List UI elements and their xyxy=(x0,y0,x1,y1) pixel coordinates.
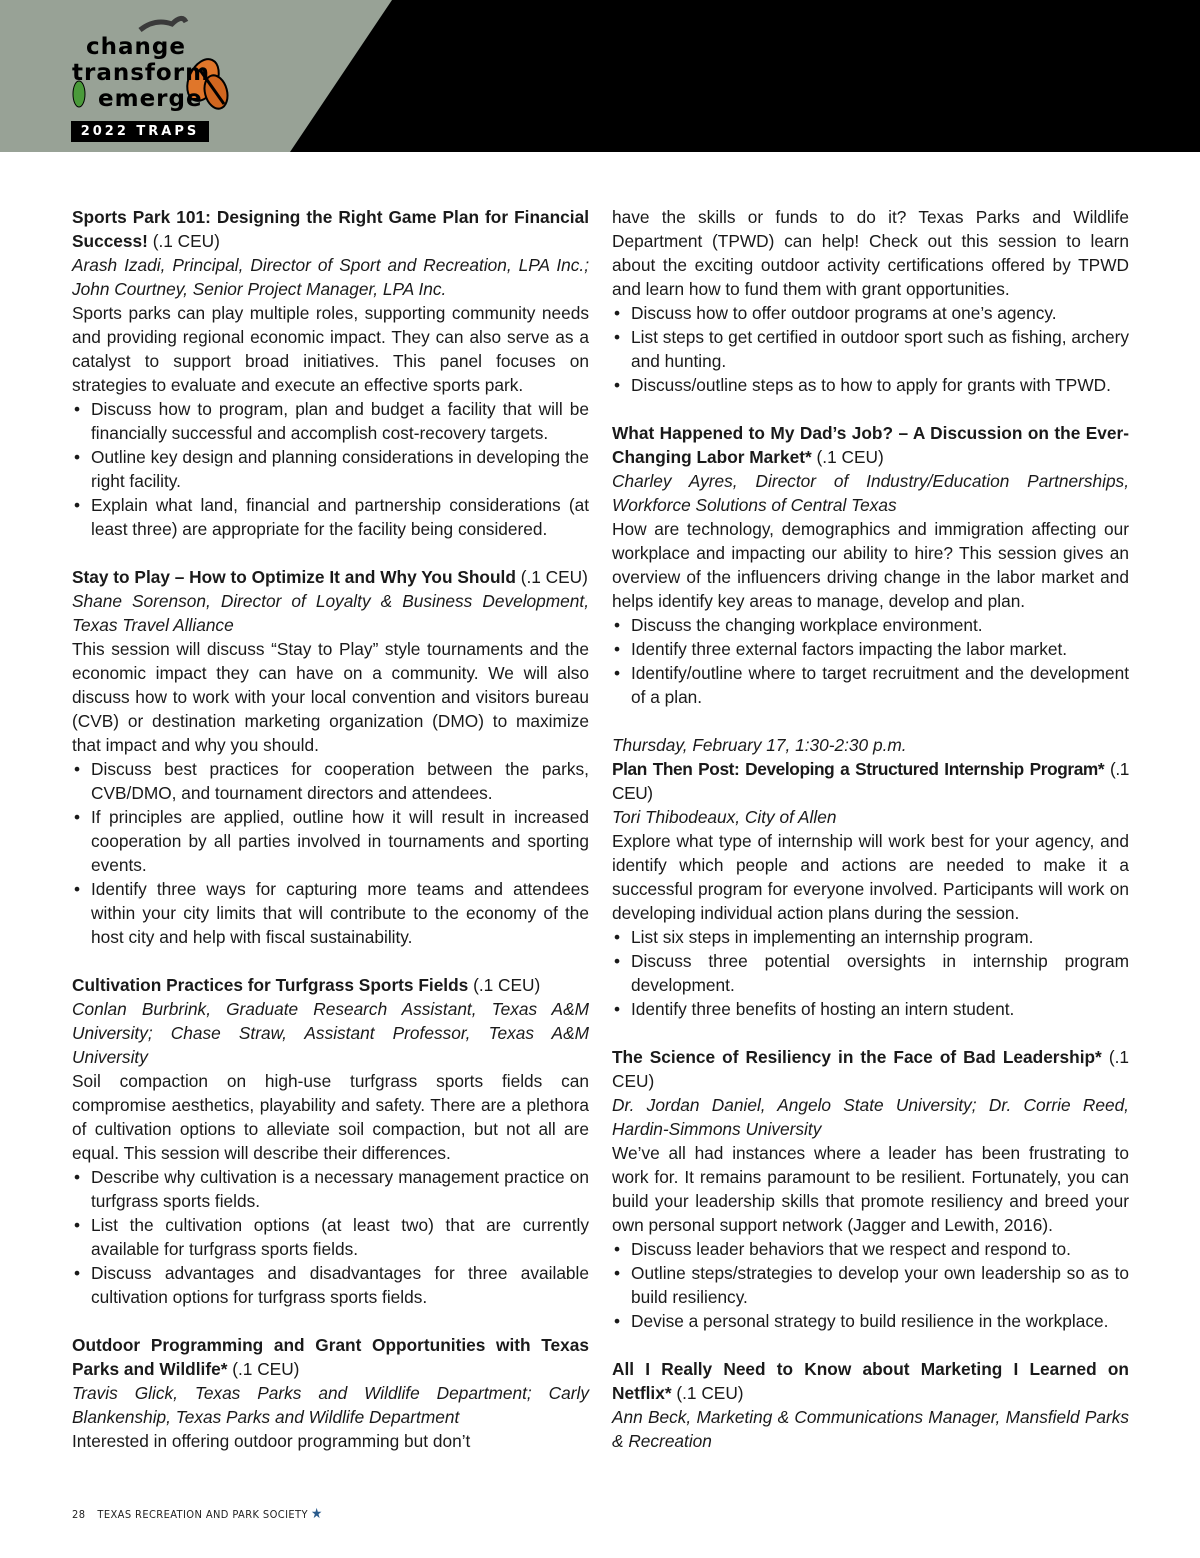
objective-item: • If principles are applied, outline how it will result in increased cooperation by all parties involved in tournaments and sporting events. xyxy=(72,805,589,877)
objectives-list xyxy=(72,757,589,949)
ceu-label: (.1 CEU) xyxy=(612,759,1130,803)
objective-item: • Outline steps/strategies to develop your own leadership so as to build resiliency. xyxy=(612,1261,1129,1309)
objective-item: • Discuss/outline steps as to how to apply for grants with TPWD. xyxy=(612,373,1129,397)
logo-emerge: emerge xyxy=(98,86,203,112)
objective-item: • Explain what land, financial and partnership considerations (at least three) are appropriate for the facility being considered. xyxy=(72,493,589,541)
objective-item: • Discuss how to offer outdoor programs at one’s agency. xyxy=(612,301,1129,325)
objective-item: • List the cultivation options (at least two) that are currently available for turfgrass sports fields. xyxy=(72,1213,589,1261)
objectives-list xyxy=(612,613,1129,709)
ceu-label: (.1 CEU) xyxy=(227,1359,300,1379)
session-internship xyxy=(612,733,1129,1021)
left-column xyxy=(72,205,589,1477)
session-resiliency xyxy=(612,1045,1129,1333)
publication-name: TEXAS RECREATION AND PARK SOCIETY xyxy=(97,1508,308,1521)
session-netflix-marketing xyxy=(612,1357,1129,1453)
session-speakers: Travis Glick, Texas Parks and Wildlife Department; Carly Blankenship, Texas Parks and Wildlife Department xyxy=(72,1383,589,1427)
objective-item: • Discuss leader behaviors that we respect and respond to. xyxy=(612,1237,1129,1261)
objective-item: • Outline key design and planning considerations in developing the right facility. xyxy=(72,445,589,493)
session-speakers: Charley Ayres, Director of Industry/Education Partnerships, Workforce Solutions of Central Texas xyxy=(612,471,1129,515)
traps-badge: 2022 TRAPS xyxy=(71,121,209,142)
ceu-label: (.1 CEU) xyxy=(612,1047,1129,1091)
logo-change: change xyxy=(86,34,186,60)
session-description: We’ve all had instances where a leader has been frustrating to work for. It remains paramount to be resilient. Fortunately, you can build your leadership skills that promote resiliency and breed your own personal support network (Jagger and Lewith, 2016). xyxy=(612,1143,1129,1235)
objective-item: • Discuss advantages and disadvantages for three available cultivation options for turfgrass sports fields. xyxy=(72,1261,589,1309)
session-title: All I Really Need to Know about Marketing I Learned on Netflix* (.1 CEU) xyxy=(612,1359,1129,1403)
objective-item: • List steps to get certified in outdoor sport such as fishing, archery and hunting. xyxy=(612,325,1129,373)
objective-item: • Discuss best practices for cooperation between the parks, CVB/DMO, and tournament directors and attendees. xyxy=(72,757,589,805)
session-date: Thursday, February 17, 1:30-2:30 p.m. xyxy=(612,735,907,755)
session-title: What Happened to My Dad’s Job? – A Discussion on the Ever-Changing Labor Market* (.1 CEU) xyxy=(612,423,1129,467)
session-title: Stay to Play – How to Optimize It and Why You Should (.1 CEU) xyxy=(72,567,588,587)
page-footer xyxy=(72,1506,323,1522)
objectives-list xyxy=(612,301,1129,397)
objective-item: • Discuss the changing workplace environment. xyxy=(612,613,1129,637)
objective-item: • Discuss how to program, plan and budget a facility that will be financially successful and accomplish cost-recovery targets. xyxy=(72,397,589,445)
session-speakers: Tori Thibodeaux, City of Allen xyxy=(612,807,837,827)
logo-transform: transform xyxy=(72,60,211,86)
session-outdoor-programming-continued xyxy=(612,205,1129,397)
objective-item: • Identify three external factors impacting the labor market. xyxy=(612,637,1129,661)
session-sports-park xyxy=(72,205,589,541)
star-icon: ★ xyxy=(310,1506,323,1522)
session-description: Interested in offering outdoor programming but don’t xyxy=(72,1431,471,1451)
ceu-label: (.1 CEU) xyxy=(468,975,541,995)
session-title: Cultivation Practices for Turfgrass Sports Fields (.1 CEU) xyxy=(72,975,541,995)
session-speakers: Conlan Burbrink, Graduate Research Assistant, Texas A&M University; Chase Straw, Assistant Professor, Texas A&M University xyxy=(72,999,589,1067)
ceu-label: (.1 CEU) xyxy=(515,567,588,587)
session-speakers: Ann Beck, Marketing & Communications Manager, Mansfield Parks & Recreation xyxy=(612,1407,1129,1451)
objectives-list xyxy=(72,397,589,541)
objective-item: • Describe why cultivation is a necessary management practice on turfgrass sports fields. xyxy=(72,1165,589,1213)
session-description: have the skills or funds to do it? Texas Parks and Wildlife Department (TPWD) can help! Check out this session to learn about the exciting outdoor activity certifications offered by TPWD and learn how to fund them with grant opportunities. xyxy=(612,207,1129,299)
session-speakers: Arash Izadi, Principal, Director of Sport and Recreation, LPA Inc.; John Courtney, Senior Project Manager, LPA Inc. xyxy=(72,255,589,299)
session-title: Outdoor Programming and Grant Opportunities with Texas Parks and Wildlife* (.1 CEU) xyxy=(72,1335,589,1379)
right-column xyxy=(612,205,1129,1477)
session-description: This session will discuss “Stay to Play” style tournaments and the economic impact they can have on a community. We will also discuss how to work with your local convention and visitors bureau (CVB) or destination marketing organization (DMO) to maximize that impact and why you should. xyxy=(72,639,589,755)
session-outdoor-programming xyxy=(72,1333,589,1453)
ceu-label: (.1 CEU) xyxy=(671,1383,744,1403)
session-description: Sports parks can play multiple roles, supporting community needs and providing regional economic impact. They can also serve as a catalyst to support broad initiatives. This panel focuses on strategies to evaluate and execute an effective sports park. xyxy=(72,303,589,395)
objective-item: • Identify three benefits of hosting an intern student. xyxy=(612,997,1129,1021)
session-speakers: Dr. Jordan Daniel, Angelo State University; Dr. Corrie Reed, Hardin-Simmons University xyxy=(612,1095,1129,1139)
objectives-list xyxy=(72,1165,589,1309)
page-number: 28 xyxy=(72,1508,86,1521)
ceu-label: (.1 CEU) xyxy=(147,231,220,251)
session-description: Soil compaction on high-use turfgrass sports fields can compromise aesthetics, playability and safety. There are a plethora of cultivation options to alleviate soil compaction, but not all are equal. This session will describe their differences. xyxy=(72,1071,589,1163)
objective-item: • Identify/outline where to target recruitment and the development of a plan. xyxy=(612,661,1129,709)
session-speakers: Shane Sorenson, Director of Loyalty & Business Development, Texas Travel Alliance xyxy=(72,591,589,635)
session-stay-to-play xyxy=(72,565,589,949)
header-band xyxy=(0,0,1200,152)
objective-item: • Identify three ways for capturing more teams and attendees within your city limits that will contribute to the economy of the host city and help with fiscal sustainability. xyxy=(72,877,589,949)
objective-item: • List six steps in implementing an internship program. xyxy=(612,925,1129,949)
session-description: How are technology, demographics and immigration affecting our workplace and impacting our ability to hire? This session gives an overview of the influencers driving change in the labor market and helps identify key areas to manage, develop and plan. xyxy=(612,519,1129,611)
session-title: Sports Park 101: Designing the Right Game Plan for Financial Success! (.1 CEU) xyxy=(72,207,589,251)
objectives-list xyxy=(612,1237,1129,1333)
objective-item: • Devise a personal strategy to build resilience in the workplace. xyxy=(612,1309,1129,1333)
ceu-label: (.1 CEU) xyxy=(811,447,884,467)
objective-item: • Discuss three potential oversights in internship program development. xyxy=(612,949,1129,997)
session-labor-market xyxy=(612,421,1129,709)
objectives-list xyxy=(612,925,1129,1021)
session-title: The Science of Resiliency in the Face of Bad Leadership* (.1 CEU) xyxy=(612,1047,1129,1091)
session-description: Explore what type of internship will work best for your agency, and identify which people and actions are needed to make it a successful program for everyone involved. Participants will work on developing individual action plans during the session. xyxy=(612,831,1129,923)
session-title: Plan Then Post: Developing a Structured Internship Program* (.1 CEU) xyxy=(612,759,1130,803)
session-cultivation xyxy=(72,973,589,1309)
